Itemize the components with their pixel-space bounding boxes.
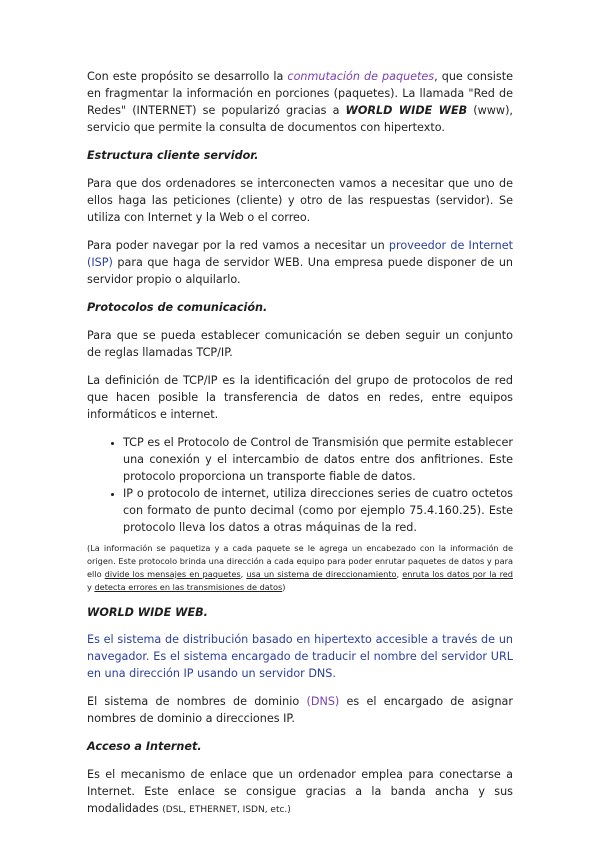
note-underline-2: usa un sistema de direccionamiento bbox=[246, 569, 397, 579]
paragraph-acceso: Es el mecanismo de enlace que un ordenador emplea para conectarse a Internet. Este enlace se consigue gracias a la banda ancha y sus modalidades (DSL, ETHERNET, ISDN, etc.) bbox=[87, 768, 513, 815]
note-underline-4: detecta errores en las transmisiones de datos bbox=[94, 582, 283, 592]
paragraph-www: Es el sistema de distribución basado en hipertexto accesible a través de un navegador. Es el sistema encargado de traducir el nombre del servidor URL en una dirección IP usando un servidor DNS. bbox=[87, 633, 513, 680]
paragraph-intro: Con este propósito se desarrollo la conmutación de paquetes, que consiste en fragmentar la información en porciones (paquetes). La llamada "Red de Redes" (INTERNET) se popularizó gracias a WORLD WIDE WEB (www), servicio que permite la consulta de documentos con hipertexto. bbox=[87, 70, 513, 134]
modalidades-note: (DSL, ETHERNET, ISDN, etc.) bbox=[162, 805, 291, 815]
heading-www: WORLD WIDE WEB. bbox=[87, 606, 208, 619]
link-dns[interactable]: (DNS) bbox=[306, 695, 340, 708]
paragraph-tcpip-intro: Para que se pueda establecer comunicación se deben seguir un conjunto de reglas llamadas TCP/IP. bbox=[87, 329, 513, 359]
link-conmutacion[interactable]: conmutación de paquetes bbox=[287, 70, 435, 83]
paragraph-cliente: Para que dos ordenadores se interconecten vamos a necesitar que uno de ellos haga las peticiones (cliente) y otro de las respuestas (servidor). Se utiliza con Internet y la Web o el correo. bbox=[87, 177, 513, 224]
paragraph-isp: Para poder navegar por la red vamos a necesitar un proveedor de Internet (ISP) para que haga de servidor WEB. Una empresa puede disponer de un servidor propio o alquilarlo. bbox=[87, 239, 513, 286]
paragraph-tcpip-definition: La definición de TCP/IP es la identificación del grupo de protocolos de red que hacen posible la transferencia de datos en redes, entre equipos informáticos e internet. bbox=[87, 374, 513, 421]
note-underline-3: enruta los datos por la red bbox=[402, 569, 513, 579]
protocol-list bbox=[87, 434, 513, 536]
document-body bbox=[87, 68, 513, 830]
paragraph-dns: El sistema de nombres de dominio (DNS) es el encargado de asignar nombres de dominio a direcciones IP. bbox=[87, 695, 513, 725]
link-isp[interactable]: proveedor de Internet (ISP) bbox=[87, 239, 513, 269]
heading-acceso: Acceso a Internet. bbox=[87, 740, 202, 753]
heading-protocolos: Protocolos de comunicación. bbox=[87, 301, 268, 314]
list-item-tcp: • TCP es el Protocolo de Control de Transmisión que permite establecer una conexión y el intercambio de datos entre dos anfitriones. Este protocolo proporciona un transporte fiable de datos. bbox=[123, 434, 513, 485]
paragraph-note: (La información se paquetiza y a cada paquete se le agrega un encabezado con la información de origen. Este protocolo brinda una dirección a cada equipo para poder enrutar paquetes de datos y para ello divide los mensajes en paquetes, usa un sistema de direccionamiento, enruta los datos por la red y detecta errores en las transmisiones de datos) bbox=[87, 543, 513, 592]
list-item-ip: • IP o protocolo de internet, utiliza direcciones series de cuatro octetos con formato de punto decimal (como por ejemplo 75.4.160.25). Este protocolo lleva los datos a otras máquinas de la red. bbox=[123, 485, 513, 536]
heading-cliente-servidor: Estructura cliente servidor. bbox=[87, 149, 259, 162]
www-emphasis: WORLD WIDE WEB bbox=[345, 104, 468, 117]
note-underline-1: divide los mensajes en paquetes bbox=[104, 569, 241, 579]
